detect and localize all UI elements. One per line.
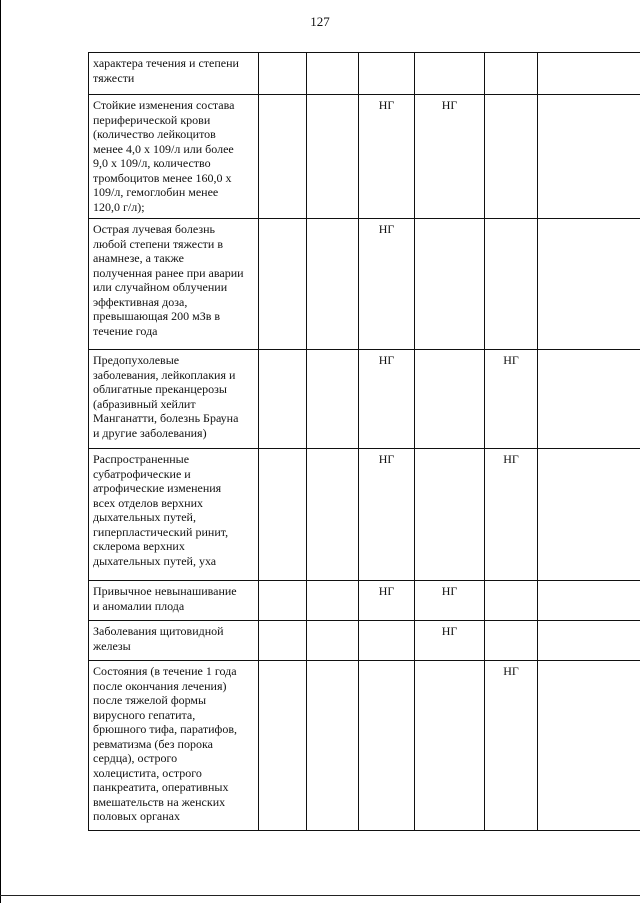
mark-cell — [259, 53, 307, 95]
condition-cell: Состояния (в течение 1 года после окончания лечения) после тяжелой формы вирусного гепатита, брюшного тифа, паратифов, ревматизма (без порока сердца), острого холецистита, острого панкреатита, оперативных вмешательств на женских половых органах — [89, 661, 259, 831]
condition-cell: Привычное невынашивание и аномалии плода — [89, 581, 259, 621]
mark-cell — [307, 219, 359, 350]
mark-cell: НГ — [415, 621, 485, 661]
mark-cell — [259, 350, 307, 449]
mark-cell — [307, 95, 359, 219]
mark-cell — [259, 95, 307, 219]
mark-cell — [485, 95, 538, 219]
mark-cell: НГ — [359, 449, 415, 581]
table-row — [89, 219, 640, 350]
mark-cell: НГ — [415, 581, 485, 621]
scan-bottom-line — [0, 895, 640, 896]
table-row — [89, 53, 640, 95]
table-body — [89, 53, 640, 831]
mark-cell — [415, 661, 485, 831]
mark-cell — [485, 621, 538, 661]
table-row — [89, 350, 640, 449]
mark-cell: НГ — [485, 449, 538, 581]
table-row — [89, 449, 640, 581]
condition-cell: Предопухолевые заболевания, лейкоплакия и облигатные преканцерозы (абразивный хейлит Манганатти, болезнь Брауна и другие заболевания) — [89, 350, 259, 449]
mark-cell — [259, 581, 307, 621]
condition-cell: Распространенные субатрофические и атрофические изменения всех отделов верхних дыхательных путей, гиперпластический ринит, склерома верхних дыхательных путей, уха — [89, 449, 259, 581]
mark-cell — [485, 581, 538, 621]
condition-cell: характера течения и степени тяжести — [89, 53, 259, 95]
scan-edge-line — [0, 0, 1, 903]
contraindications-table — [88, 52, 640, 831]
mark-cell — [538, 661, 640, 831]
mark-cell — [359, 53, 415, 95]
mark-cell: НГ — [485, 661, 538, 831]
mark-cell — [538, 95, 640, 219]
mark-cell — [415, 350, 485, 449]
mark-cell — [485, 53, 538, 95]
mark-cell — [307, 581, 359, 621]
mark-cell — [485, 219, 538, 350]
mark-cell — [307, 449, 359, 581]
mark-cell — [538, 581, 640, 621]
mark-cell — [415, 219, 485, 350]
mark-cell — [307, 53, 359, 95]
mark-cell — [538, 219, 640, 350]
mark-cell — [307, 621, 359, 661]
mark-cell — [538, 621, 640, 661]
mark-cell: НГ — [359, 350, 415, 449]
mark-cell — [259, 621, 307, 661]
mark-cell: НГ — [485, 350, 538, 449]
mark-cell — [538, 53, 640, 95]
page-number: 127 — [310, 14, 330, 29]
mark-cell — [415, 53, 485, 95]
mark-cell — [259, 661, 307, 831]
mark-cell — [415, 449, 485, 581]
mark-cell: НГ — [359, 581, 415, 621]
mark-cell — [307, 350, 359, 449]
condition-cell: Стойкие изменения состава периферической крови (количество лейкоцитов менее 4,0 х 109/л или более 9,0 х 109/л, количество тромбоцитов менее 160,0 х 109/л, гемоглобин менее 120,0 г/л); — [89, 95, 259, 219]
mark-cell — [538, 449, 640, 581]
table-row — [89, 621, 640, 661]
table-row — [89, 661, 640, 831]
mark-cell — [538, 350, 640, 449]
condition-cell: Заболевания щитовидной железы — [89, 621, 259, 661]
table-row — [89, 581, 640, 621]
table-row — [89, 95, 640, 219]
condition-cell: Острая лучевая болезнь любой степени тяжести в анамнезе, а также полученная ранее при аварии или случайном облучении эффективная доза, превышающая 200 мЗв в течение года — [89, 219, 259, 350]
mark-cell — [259, 219, 307, 350]
mark-cell — [359, 661, 415, 831]
mark-cell — [307, 661, 359, 831]
mark-cell — [259, 449, 307, 581]
mark-cell: НГ — [359, 95, 415, 219]
mark-cell: НГ — [415, 95, 485, 219]
mark-cell: НГ — [359, 219, 415, 350]
mark-cell — [359, 621, 415, 661]
